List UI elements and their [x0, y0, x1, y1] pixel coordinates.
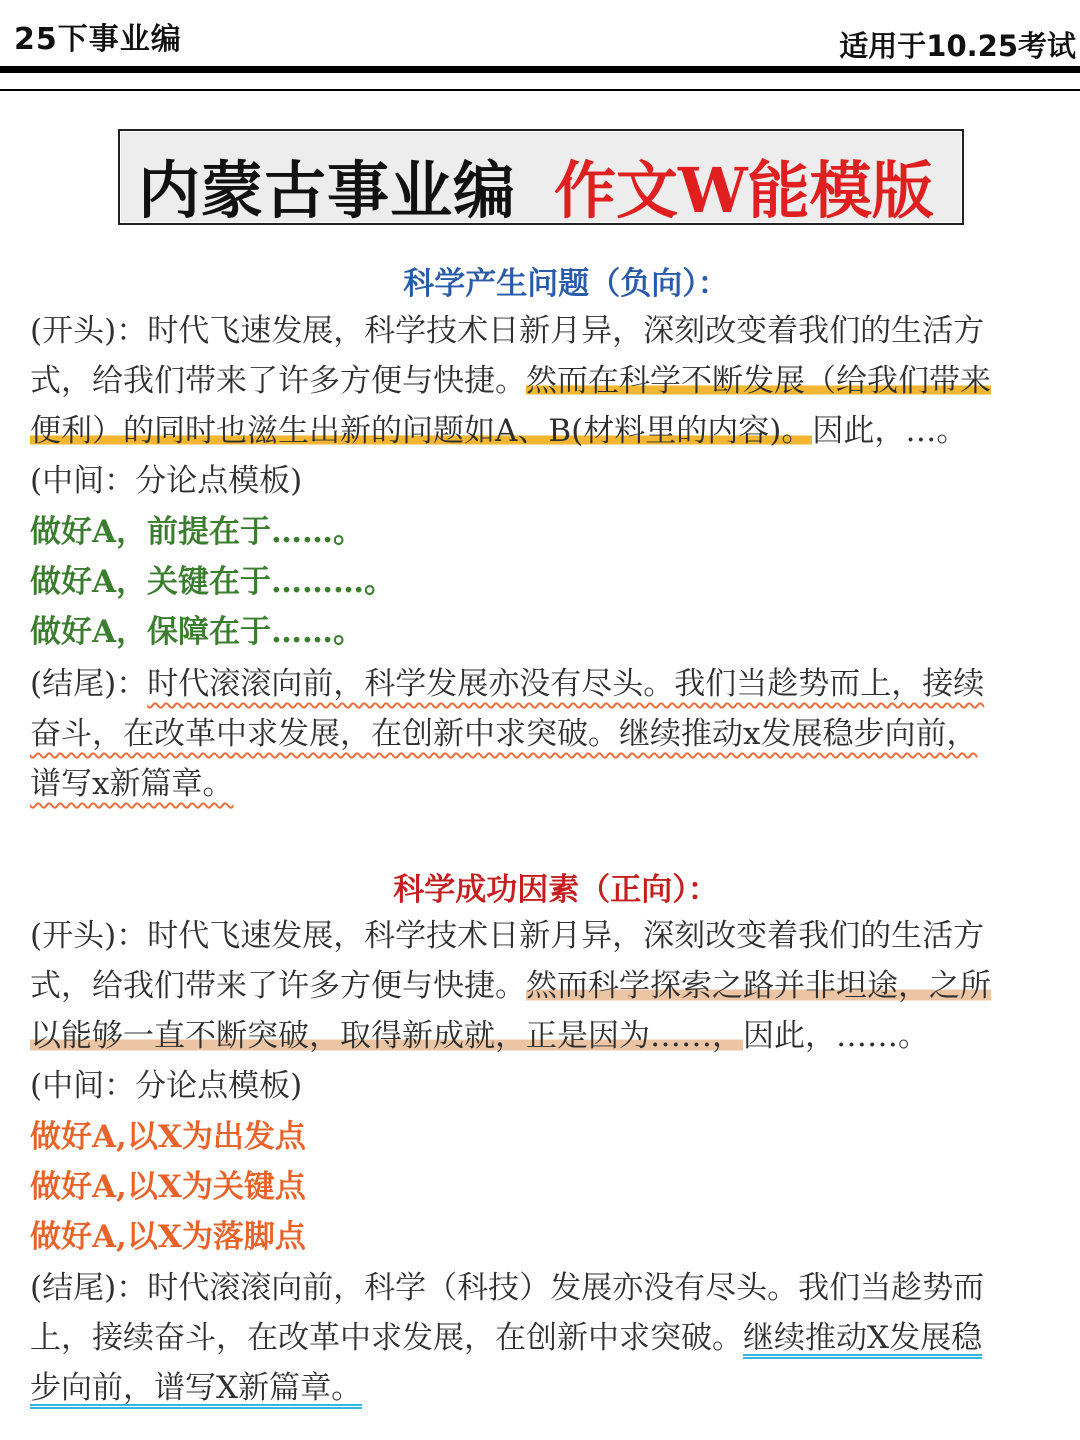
double-underline-span: 步向前，谱写X新篇章。 — [30, 1370, 363, 1406]
section1-point2: 做好A，关键在于………。 — [30, 564, 396, 600]
title-main: 内蒙古事业编 — [138, 154, 517, 227]
section1-opening-line1: (开头)：时代飞速发展，科学技术日新月异，深刻改变着我们的生活方 — [30, 313, 985, 349]
section2-opening-line1: (开头)：时代飞速发展，科学技术日新月异，深刻改变着我们的生活方 — [30, 918, 985, 954]
section2-ending-line2 — [30, 1313, 982, 1363]
section1-ending-line3 — [30, 759, 233, 809]
section2-heading: 科学成功因素（正向）： — [393, 872, 719, 908]
section2-point3: 做好A,以X为落脚点 — [30, 1219, 306, 1255]
header-right-label: 适用于10.25考试 — [839, 29, 1076, 63]
section1-opening-line3 — [30, 406, 967, 456]
section1-point1: 做好A，前提在于……。 — [30, 514, 365, 550]
section2-opening-line2 — [30, 961, 991, 1011]
highlight-span: 以能够一直不断突破，取得新成就，正是因为……， — [30, 1018, 743, 1054]
section2-point2: 做好A,以X为关键点 — [30, 1169, 306, 1205]
wavy-underline-span: 谱写x新篇章。 — [30, 766, 234, 802]
section1-opening-line2 — [30, 356, 991, 406]
section2-ending-line1: (结尾)：时代滚滚向前，科学（科技）发展亦没有尽头。我们当趁势而 — [30, 1270, 985, 1306]
wavy-underline-span: 奋斗，在改革中求发展，在创新中求突破。继续推动x发展稳步向前， — [30, 716, 978, 752]
highlight-span: 便利）的同时也滋生出新的问题如A、B(材料里的内容)。 — [30, 413, 813, 449]
highlight-span: 然而科学探索之路并非坦途，之所 — [526, 968, 991, 1004]
wavy-underline-span: 时代滚滚向前，科学发展亦没有尽头。我们当趁势而上，接续 — [147, 666, 985, 702]
section1-ending-line2 — [30, 709, 977, 759]
section1-middle-label: (中间：分论点模板) — [30, 463, 303, 499]
text-span: (结尾)： — [30, 666, 148, 702]
section2-middle-label: (中间：分论点模板) — [30, 1068, 303, 1104]
text-span: 式，给我们带来了许多方便与快捷。 — [30, 363, 526, 399]
text-span: 因此，…。 — [812, 413, 968, 449]
section2-point1: 做好A,以X为出发点 — [30, 1119, 306, 1155]
section2-ending-line3 — [30, 1363, 362, 1413]
double-underline-span: 继续推动X发展稳 — [743, 1320, 983, 1356]
title-accent: 作文W能模版 — [554, 154, 934, 227]
section1-point3: 做好A，保障在于……。 — [30, 614, 365, 650]
section1-heading: 科学产生问题（负向）： — [403, 266, 729, 302]
text-span: 式，给我们带来了许多方便与快捷。 — [30, 968, 526, 1004]
top-header — [0, 0, 1080, 96]
highlight-span: 然而在科学不断发展（给我们带来 — [526, 363, 991, 399]
header-rule-thick — [0, 66, 1080, 73]
title-box — [118, 129, 964, 225]
section2-opening-line3 — [30, 1011, 929, 1061]
text-span: 上，接续奋斗，在改革中求发展，在创新中求突破。 — [30, 1320, 743, 1356]
section1-ending-line1 — [30, 659, 984, 709]
header-rule-thin — [0, 89, 1080, 91]
text-span: 因此，……。 — [743, 1018, 929, 1054]
header-left-label: 25下事业编 — [14, 22, 182, 57]
